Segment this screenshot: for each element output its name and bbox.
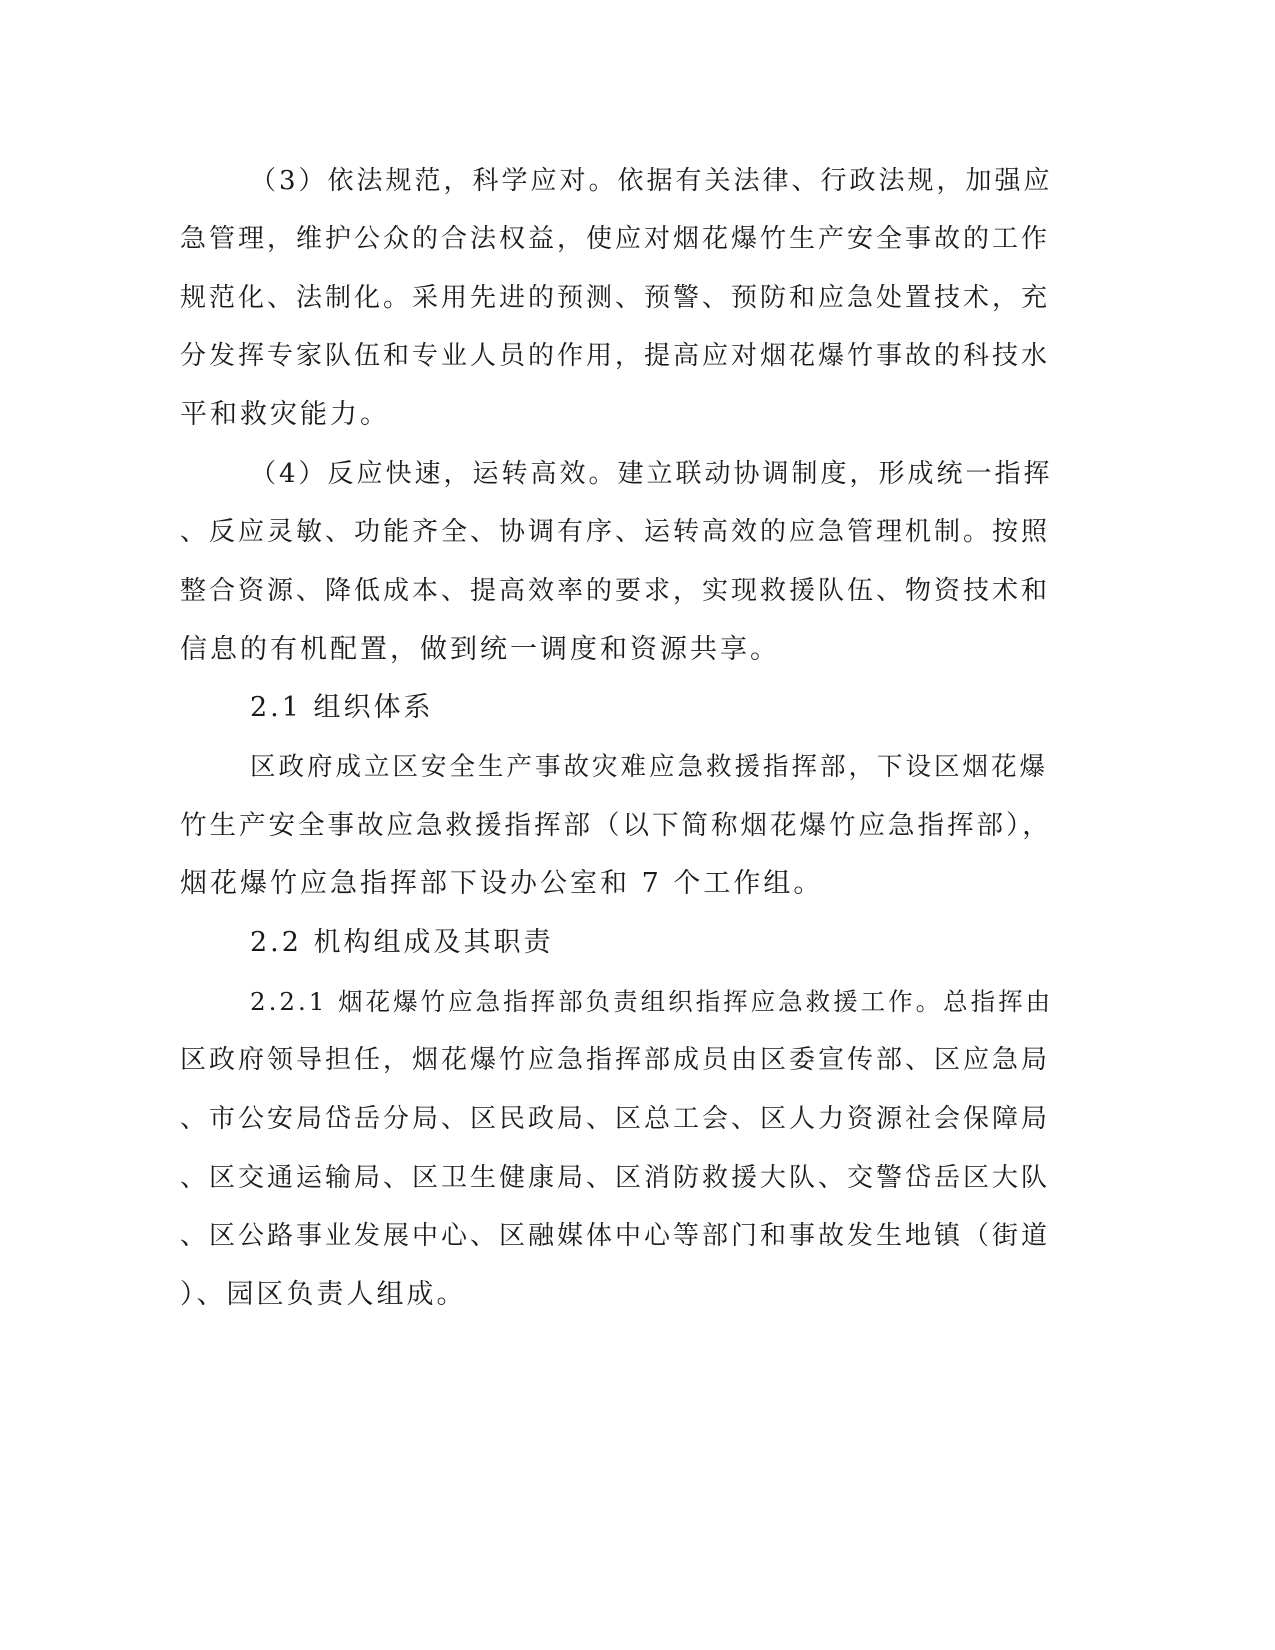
text-line: 、区公路事业发展中心、区融媒体中心等部门和事故发生地镇（街道 bbox=[180, 1221, 1051, 1251]
text-line: 、区交通运输局、区卫生健康局、区消防救援大队、交警岱岳区大队 bbox=[180, 1163, 1051, 1193]
text-line: 区政府领导担任，烟花爆竹应急指挥部成员由区委宣传部、区应急局 bbox=[180, 1045, 1051, 1075]
text-line: 2.2.1 烟花爆竹应急指挥部负责组织指挥应急救援工作。总指挥由 bbox=[250, 987, 1054, 1016]
text-line: 信息的有机配置，做到统一调度和资源共享。 bbox=[180, 634, 780, 665]
text-line: 整合资源、降低成本、提高效率的要求，实现救援队伍、物资技术和 bbox=[180, 576, 1051, 606]
text-line: 分发挥专家队伍和专业人员的作用，提高应对烟花爆竹事故的科技水 bbox=[180, 341, 1051, 371]
text-line: （4）反应快速，运转高效。建立联动协调制度，形成统一指挥 bbox=[250, 459, 1053, 489]
text-line: （3）依法规范，科学应对。依据有关法律、行政法规，加强应 bbox=[250, 166, 1053, 196]
text-line: 、市公安局岱岳分局、区民政局、区总工会、区人力资源社会保障局 bbox=[180, 1104, 1051, 1134]
text-line: 烟花爆竹应急指挥部下设办公室和 7 个工作组。 bbox=[180, 868, 824, 899]
text-line: 急管理，维护公众的合法权益，使应对烟花爆竹生产安全事故的工作 bbox=[180, 224, 1051, 254]
text-line: 、反应灵敏、功能齐全、协调有序、运转高效的应急管理机制。按照 bbox=[180, 517, 1051, 547]
section-heading: 2.1 组织体系 bbox=[250, 692, 434, 723]
text-line: 规范化、法制化。采用先进的预测、预警、预防和应急处置技术，充 bbox=[180, 283, 1051, 313]
section-heading: 2.2 机构组成及其职责 bbox=[250, 927, 554, 958]
text-line: 平和救灾能力。 bbox=[180, 399, 390, 430]
text-line: 竹生产安全事故应急救援指挥部（以下简称烟花爆竹应急指挥部）， bbox=[180, 810, 1052, 841]
text-line: ）、园区负责人组成。 bbox=[180, 1279, 467, 1310]
text-line: 区政府成立区安全生产事故灾难应急救援指挥部，下设区烟花爆 bbox=[250, 752, 1049, 782]
